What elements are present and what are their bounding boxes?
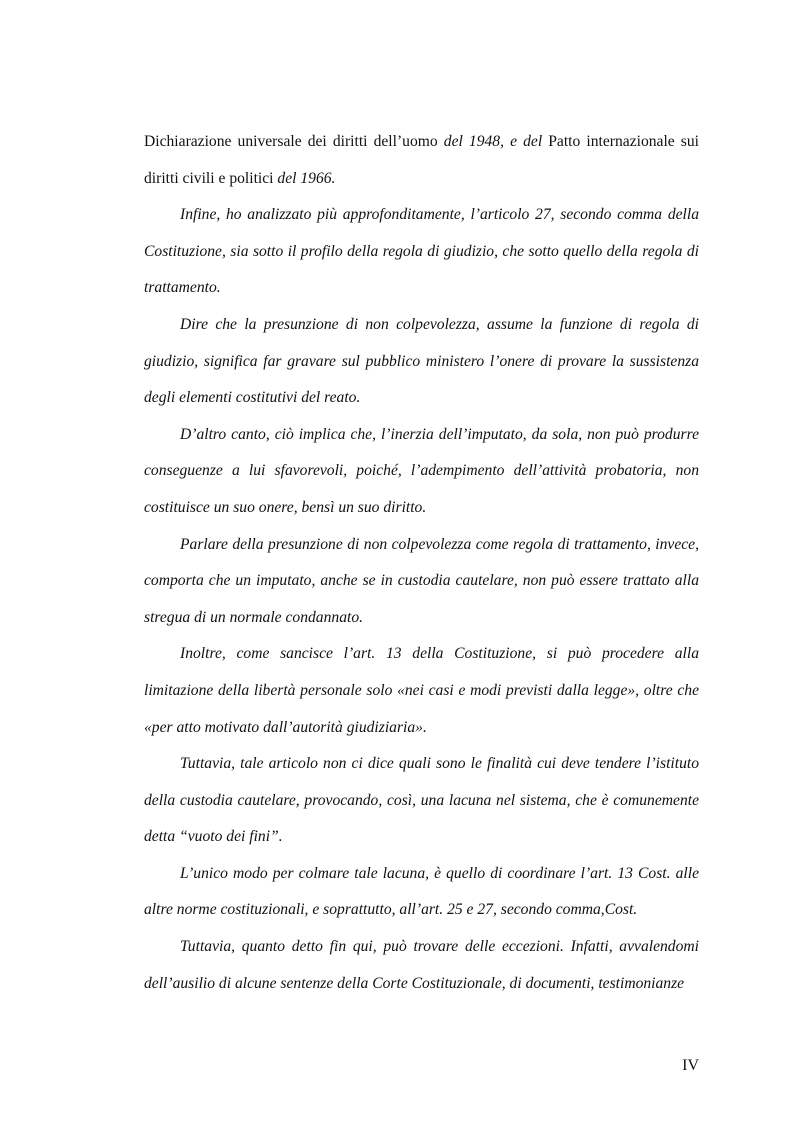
intro-text-2: del 1948, e del xyxy=(437,133,549,150)
intro-text-4: del 1966. xyxy=(273,169,336,187)
intro-paragraph xyxy=(144,124,699,197)
paragraph-7: L’unico modo per colmare tale lacuna, è quello di coordinare l’art. 13 Cost. alle altre norme costituzionali, e soprattutto, all’art. 25 e 27, secondo comma,Cost. xyxy=(144,864,699,919)
intro-text-3: Patto internazionale sui diritti civili e politici xyxy=(144,133,699,187)
page-number: IV xyxy=(682,1057,699,1074)
paragraph-6: Tuttavia, tale articolo non ci dice quali sono le finalità cui deve tendere l’istituto della custodia cautelare, provocando, così, una lacuna nel sistema, che è comunemente detta “vuoto dei fini”. xyxy=(144,755,699,846)
intro-text-1: Dichiarazione universale dei diritti dell’uomo xyxy=(144,133,438,150)
paragraph-1: Infine, ho analizzato più approfonditamente, l’articolo 27, secondo comma della Costituzione, sia sotto il profilo della regola di giudizio, che sotto quello della regola di trattamento. xyxy=(144,206,699,297)
document-body xyxy=(144,124,699,1002)
paragraph-8: Tuttavia, quanto detto fin qui, può trovare delle eccezioni. Infatti, avvalendomi dell’ausilio di alcune sentenze della Corte Costituzionale, di documenti, testimonianze xyxy=(144,938,699,992)
paragraph-4: Parlare della presunzione di non colpevolezza come regola di trattamento, invece, comporta che un imputato, anche se in custodia cautelare, non può essere trattato alla stregua di un normale condannato. xyxy=(144,535,699,626)
paragraph-2: Dire che la presunzione di non colpevolezza, assume la funzione di regola di giudizio, significa far gravare sul pubblico ministero l’onere di provare la sussistenza degli elementi costitutivi del reato. xyxy=(144,315,699,407)
paragraph-5: Inoltre, come sancisce l’art. 13 della Costituzione, si può procedere alla limitazione della libertà personale solo «nei casi e modi previsti dalla legge», oltre che «per atto motivato dall’autorità giudiziaria». xyxy=(144,645,699,736)
paragraph-3: D’altro canto, ciò implica che, l’inerzia dell’imputato, da sola, non può produrre conseguenze a lui sfavorevoli, poiché, l’adempimento dell’attività probatoria, non costituisce un suo onere, bensì un suo diritto. xyxy=(144,425,699,516)
